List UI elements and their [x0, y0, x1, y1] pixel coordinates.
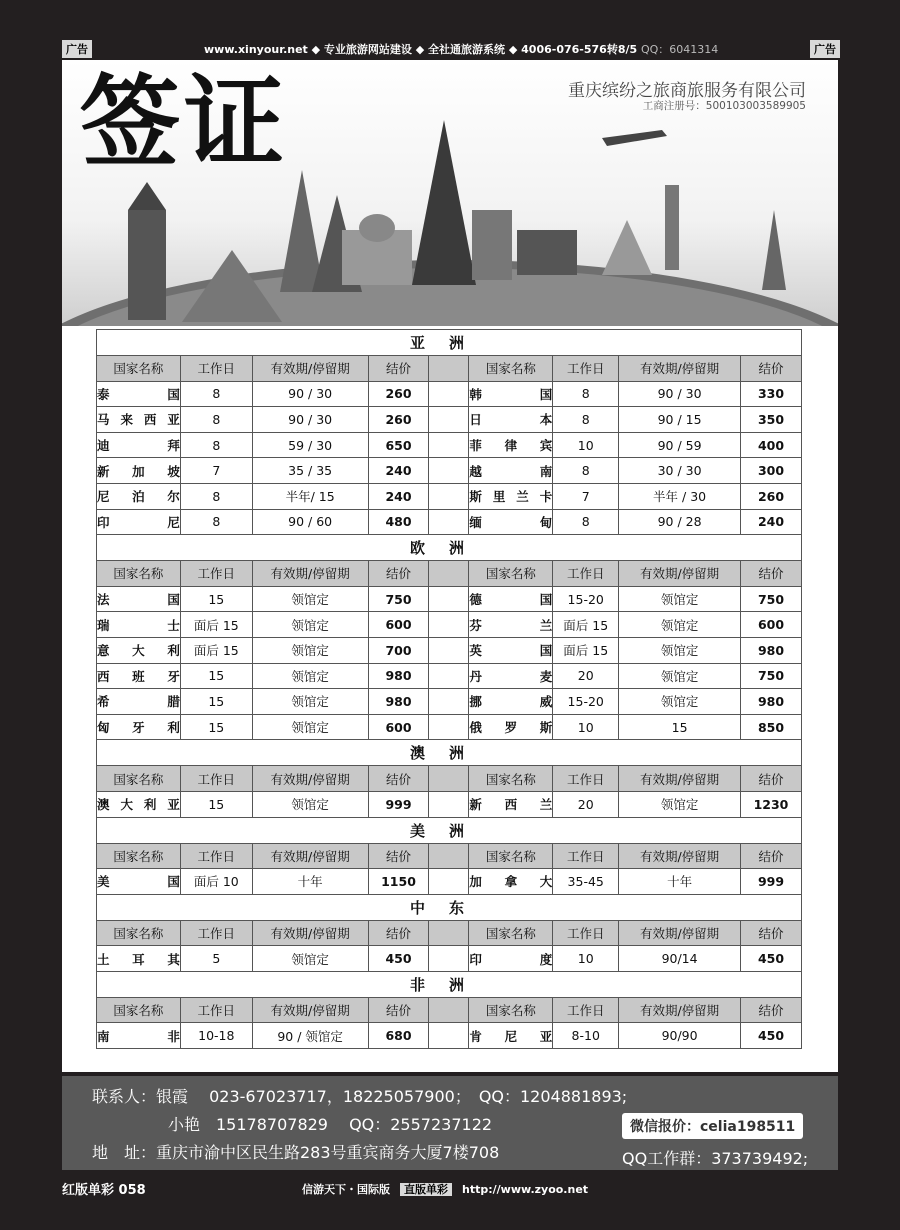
hero-banner	[62, 60, 838, 326]
column-header: 有效期/停留期	[252, 920, 368, 946]
column-header: 结价	[741, 920, 802, 946]
table-gap	[429, 714, 469, 740]
column-header-row	[97, 356, 802, 382]
table-row	[97, 483, 802, 509]
column-header: 有效期/停留期	[619, 843, 741, 869]
validity-stay: 90/90	[619, 1023, 741, 1049]
column-header: 有效期/停留期	[619, 997, 741, 1023]
working-days: 7	[553, 483, 619, 509]
price: 980	[368, 689, 429, 715]
validity-stay: 领馆定	[619, 791, 741, 817]
working-days: 8	[553, 458, 619, 484]
column-header: 工作日	[553, 920, 619, 946]
working-days: 15-20	[553, 586, 619, 612]
working-days: 15-20	[553, 689, 619, 715]
column-header: 结价	[368, 356, 429, 382]
visa-price-table	[96, 329, 802, 1049]
working-days: 8	[180, 509, 252, 535]
price: 999	[368, 791, 429, 817]
country-name: 土耳其	[97, 946, 181, 972]
statue-of-liberty	[665, 185, 679, 270]
column-header: 国家名称	[97, 843, 181, 869]
price: 240	[368, 458, 429, 484]
column-header: 结价	[741, 356, 802, 382]
country-name: 马来西亚	[97, 407, 181, 433]
price: 450	[741, 1023, 802, 1049]
country-name: 德国	[469, 586, 553, 612]
price: 330	[741, 381, 802, 407]
footer-box-label: 直版单彩	[400, 1183, 452, 1196]
table-gap	[429, 381, 469, 407]
column-header-row	[97, 766, 802, 792]
validity-stay: 半年/ 15	[252, 483, 368, 509]
table-gap	[429, 483, 469, 509]
region-title: 亚洲	[97, 330, 802, 356]
working-days: 8-10	[553, 1023, 619, 1049]
validity-stay: 90 / 59	[619, 432, 741, 458]
table-row	[97, 689, 802, 715]
price: 980	[368, 663, 429, 689]
column-header: 国家名称	[97, 997, 181, 1023]
table-row	[97, 458, 802, 484]
table-gap	[429, 432, 469, 458]
table-row	[97, 1023, 802, 1049]
region-header-row	[97, 535, 802, 561]
validity-stay: 十年	[619, 869, 741, 895]
table-gap	[429, 407, 469, 433]
country-name: 缅甸	[469, 509, 553, 535]
validity-stay: 领馆定	[619, 586, 741, 612]
table-gap	[429, 586, 469, 612]
validity-stay: 90 / 28	[619, 509, 741, 535]
price: 750	[368, 586, 429, 612]
working-days: 10	[553, 432, 619, 458]
price: 999	[741, 869, 802, 895]
wechat-badge: 微信报价：celia198511	[622, 1113, 803, 1139]
validity-stay: 领馆定	[252, 714, 368, 740]
ad-tag-left: 广告	[62, 40, 92, 58]
price: 980	[741, 637, 802, 663]
table-row	[97, 663, 802, 689]
country-name: 美国	[97, 869, 181, 895]
column-header: 国家名称	[97, 766, 181, 792]
table-row	[97, 432, 802, 458]
column-header: 结价	[368, 920, 429, 946]
ad-tag-right: 广告	[810, 40, 840, 58]
table-row	[97, 714, 802, 740]
country-name: 肯尼亚	[469, 1023, 553, 1049]
column-header: 结价	[368, 997, 429, 1023]
price: 1150	[368, 869, 429, 895]
price: 600	[368, 612, 429, 638]
table-gap	[429, 356, 469, 382]
working-days: 15	[180, 689, 252, 715]
column-header: 工作日	[180, 561, 252, 587]
column-header: 国家名称	[469, 766, 553, 792]
region-title: 非洲	[97, 971, 802, 997]
validity-stay: 领馆定	[252, 791, 368, 817]
region-title: 欧洲	[97, 535, 802, 561]
validity-stay: 90 / 15	[619, 407, 741, 433]
column-header: 有效期/停留期	[619, 356, 741, 382]
table-gap	[429, 458, 469, 484]
validity-stay: 15	[619, 714, 741, 740]
working-days: 8	[553, 407, 619, 433]
working-days: 20	[553, 663, 619, 689]
validity-stay: 90 / 60	[252, 509, 368, 535]
region-header-row	[97, 894, 802, 920]
column-header-row	[97, 997, 802, 1023]
table-row	[97, 612, 802, 638]
price: 680	[368, 1023, 429, 1049]
column-header: 工作日	[553, 843, 619, 869]
column-header: 国家名称	[97, 561, 181, 587]
footer	[0, 1176, 900, 1198]
table-gap	[429, 663, 469, 689]
table-row	[97, 946, 802, 972]
footer-slogan: 信游天下・国际版	[302, 1183, 390, 1196]
working-days: 35-45	[553, 869, 619, 895]
table-row	[97, 509, 802, 535]
column-header: 结价	[741, 843, 802, 869]
contact-line-1: 联系人：银霞 023-67023717，18225057900； QQ：1204881893;	[92, 1087, 628, 1106]
country-name: 西班牙	[97, 663, 181, 689]
table-gap	[429, 920, 469, 946]
validity-stay: 领馆定	[619, 689, 741, 715]
footer-center	[302, 1181, 588, 1197]
country-name: 俄罗斯	[469, 714, 553, 740]
table-row	[97, 381, 802, 407]
price: 750	[741, 663, 802, 689]
pagoda-building	[517, 230, 577, 275]
working-days: 7	[180, 458, 252, 484]
working-days: 8	[180, 432, 252, 458]
address-line: 地 址：重庆市渝中区民生路283号重宾商务大厦7楼708	[92, 1143, 500, 1162]
column-header: 有效期/停留期	[252, 356, 368, 382]
country-name: 迪拜	[97, 432, 181, 458]
country-name: 日本	[469, 407, 553, 433]
region-title: 美洲	[97, 817, 802, 843]
table-row	[97, 586, 802, 612]
column-header: 工作日	[553, 356, 619, 382]
country-name: 瑞士	[97, 612, 181, 638]
price: 480	[368, 509, 429, 535]
column-header: 国家名称	[469, 920, 553, 946]
working-days: 15	[180, 714, 252, 740]
column-header: 国家名称	[469, 843, 553, 869]
working-days: 10-18	[180, 1023, 252, 1049]
validity-stay: 领馆定	[252, 946, 368, 972]
validity-stay: 90 / 领馆定	[252, 1023, 368, 1049]
price: 260	[368, 381, 429, 407]
top-banner-qq: QQ：6041314	[640, 43, 719, 56]
price: 750	[741, 586, 802, 612]
working-days: 15	[180, 791, 252, 817]
country-name: 斯里兰卡	[469, 483, 553, 509]
top-banner	[0, 36, 900, 58]
price: 350	[741, 407, 802, 433]
validity-stay: 领馆定	[619, 612, 741, 638]
validity-stay: 领馆定	[252, 586, 368, 612]
top-banner-text	[204, 41, 718, 57]
country-name: 澳大利亚	[97, 791, 181, 817]
region-header-row	[97, 971, 802, 997]
column-header: 有效期/停留期	[252, 766, 368, 792]
column-header-row	[97, 561, 802, 587]
country-name: 希腊	[97, 689, 181, 715]
price: 300	[741, 458, 802, 484]
working-days: 8	[180, 407, 252, 433]
column-header: 工作日	[553, 766, 619, 792]
validity-stay: 30 / 30	[619, 458, 741, 484]
working-days: 20	[553, 791, 619, 817]
working-days: 面后 15	[553, 637, 619, 663]
column-header: 结价	[368, 843, 429, 869]
column-header: 工作日	[553, 561, 619, 587]
column-header: 有效期/停留期	[619, 766, 741, 792]
region-header-row	[97, 740, 802, 766]
column-header: 工作日	[180, 920, 252, 946]
validity-stay: 59 / 30	[252, 432, 368, 458]
table-gap	[429, 637, 469, 663]
country-name: 意大利	[97, 637, 181, 663]
column-header: 结价	[741, 766, 802, 792]
working-days: 8	[553, 509, 619, 535]
column-header: 有效期/停留期	[252, 561, 368, 587]
table-gap	[429, 946, 469, 972]
table-gap	[429, 997, 469, 1023]
table-gap	[429, 509, 469, 535]
validity-stay: 领馆定	[252, 612, 368, 638]
working-days: 15	[180, 586, 252, 612]
column-header: 有效期/停留期	[619, 561, 741, 587]
table-gap	[429, 612, 469, 638]
table-row	[97, 637, 802, 663]
column-header: 结价	[368, 766, 429, 792]
airplane-icon	[602, 130, 667, 146]
price: 240	[741, 509, 802, 535]
working-days: 面后 15	[180, 612, 252, 638]
working-days: 5	[180, 946, 252, 972]
working-days: 8	[180, 381, 252, 407]
big-ben-tower	[128, 210, 166, 320]
working-days: 8	[553, 381, 619, 407]
company-name: 重庆缤纷之旅商旅服务有限公司	[568, 81, 806, 101]
validity-stay: 领馆定	[619, 663, 741, 689]
price: 240	[368, 483, 429, 509]
issue-label: 红版单彩 058	[62, 1183, 146, 1198]
column-header: 结价	[741, 561, 802, 587]
country-name: 新西兰	[469, 791, 553, 817]
country-name: 英国	[469, 637, 553, 663]
column-header-row	[97, 843, 802, 869]
region-header-row	[97, 817, 802, 843]
price: 450	[368, 946, 429, 972]
column-header: 有效期/停留期	[252, 843, 368, 869]
column-header: 国家名称	[97, 920, 181, 946]
price: 260	[368, 407, 429, 433]
table-gap	[429, 869, 469, 895]
footer-url: http://www.zyoo.net	[462, 1183, 589, 1196]
validity-stay: 半年 / 30	[619, 483, 741, 509]
country-name: 泰国	[97, 381, 181, 407]
country-name: 南非	[97, 1023, 181, 1049]
country-name: 新加坡	[97, 458, 181, 484]
validity-stay: 领馆定	[619, 637, 741, 663]
contact-panel	[62, 1076, 838, 1170]
arc-de-triomphe	[472, 210, 512, 280]
validity-stay: 领馆定	[252, 689, 368, 715]
column-header: 工作日	[553, 997, 619, 1023]
price: 600	[368, 714, 429, 740]
price: 700	[368, 637, 429, 663]
validity-stay: 35 / 35	[252, 458, 368, 484]
column-header: 工作日	[180, 356, 252, 382]
table-row	[97, 869, 802, 895]
contact-line-2: 小艳 15178707829 QQ：2557237122	[168, 1115, 493, 1134]
column-header: 有效期/停留期	[619, 920, 741, 946]
working-days: 10	[553, 714, 619, 740]
page-title: 签证	[80, 63, 288, 181]
column-header-row	[97, 920, 802, 946]
country-name: 芬兰	[469, 612, 553, 638]
validity-stay: 90 / 30	[252, 407, 368, 433]
validity-stay: 90 / 30	[252, 381, 368, 407]
working-days: 10	[553, 946, 619, 972]
column-header: 工作日	[180, 997, 252, 1023]
column-header: 国家名称	[469, 356, 553, 382]
column-header: 工作日	[180, 766, 252, 792]
country-name: 挪威	[469, 689, 553, 715]
country-name: 加拿大	[469, 869, 553, 895]
price: 850	[741, 714, 802, 740]
working-days: 面后 15	[553, 612, 619, 638]
price: 650	[368, 432, 429, 458]
top-banner-services: www.xinyour.net ◆ 专业旅游网站建设 ◆ 全社通旅游系统 ◆ 4006-076-576转8/5	[204, 43, 641, 56]
country-name: 越南	[469, 458, 553, 484]
table-row	[97, 791, 802, 817]
column-header: 工作日	[180, 843, 252, 869]
price: 450	[741, 946, 802, 972]
country-name: 印尼	[97, 509, 181, 535]
price: 980	[741, 689, 802, 715]
obelisk-shape	[762, 210, 786, 290]
table-gap	[429, 791, 469, 817]
country-name: 菲律宾	[469, 432, 553, 458]
validity-stay: 90/14	[619, 946, 741, 972]
region-title: 中东	[97, 894, 802, 920]
validity-stay: 90 / 30	[619, 381, 741, 407]
price: 1230	[741, 791, 802, 817]
price: 600	[741, 612, 802, 638]
country-name: 丹麦	[469, 663, 553, 689]
qq-group: QQ工作群：373739492;	[622, 1149, 809, 1168]
table-gap	[429, 766, 469, 792]
table-gap	[429, 1023, 469, 1049]
column-header: 国家名称	[469, 561, 553, 587]
validity-stay: 领馆定	[252, 637, 368, 663]
column-header: 结价	[368, 561, 429, 587]
country-name: 匈牙利	[97, 714, 181, 740]
country-name: 韩国	[469, 381, 553, 407]
table-gap	[429, 843, 469, 869]
column-header: 有效期/停留期	[252, 997, 368, 1023]
working-days: 面后 10	[180, 869, 252, 895]
country-name: 尼泊尔	[97, 483, 181, 509]
region-header-row	[97, 330, 802, 356]
working-days: 15	[180, 663, 252, 689]
price: 260	[741, 483, 802, 509]
column-header: 国家名称	[97, 356, 181, 382]
country-name: 法国	[97, 586, 181, 612]
table-gap	[429, 689, 469, 715]
taj-mahal-dome	[359, 214, 395, 242]
eiffel-tower	[412, 120, 476, 285]
registration-number: 工商注册号：500103003589905	[642, 100, 806, 112]
big-ben-roof	[128, 182, 166, 210]
table-row	[97, 407, 802, 433]
price: 400	[741, 432, 802, 458]
column-header: 结价	[741, 997, 802, 1023]
validity-stay: 十年	[252, 869, 368, 895]
working-days: 8	[180, 483, 252, 509]
opera-house	[602, 220, 652, 275]
country-name: 印度	[469, 946, 553, 972]
working-days: 面后 15	[180, 637, 252, 663]
region-title: 澳洲	[97, 740, 802, 766]
validity-stay: 领馆定	[252, 663, 368, 689]
table-gap	[429, 561, 469, 587]
column-header: 国家名称	[469, 997, 553, 1023]
